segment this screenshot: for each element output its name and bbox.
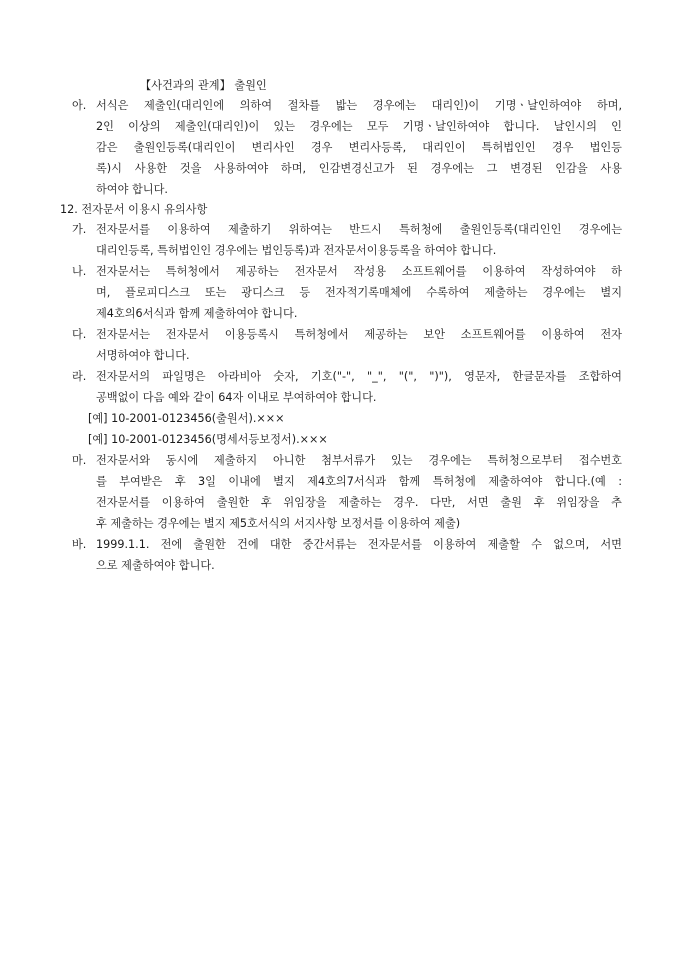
item-text-line: 제4호의6서식과 함께 제출하여야 합니다. [96, 307, 298, 320]
item-text-line: 으로 제출하여야 합니다. [96, 559, 215, 572]
section-heading: 12. 전자문서 이용시 유의사항 [60, 203, 208, 216]
item-marker: 가. [72, 223, 87, 236]
item-marker: 나. [72, 265, 87, 278]
item-text-line: 전자문서를 이용하여 제출하기 위하여는 반드시 특허청에 출원인등록(대리인인 경우에는 [96, 223, 622, 236]
item-text-line: 를 부여받은 후 3일 이내에 별지 제4호의7서식과 함께 특허청에 제출하여야 합니다.(예 : [96, 475, 622, 488]
item-text-line: 1999.1.1. 전에 출원한 건에 대한 중간서류는 전자문서를 이용하여 제출할 수 없으며, 서면 [96, 538, 622, 551]
item-text-line: 2인 이상의 제출인(대리인)이 있는 경우에는 모두 기명ㆍ날인하여야 합니다. 날인시의 인 [96, 120, 622, 133]
item-text-line: 록)시 사용한 것을 사용하여야 하며, 인감변경신고가 된 경우에는 그 변경된 인감을 사용 [96, 162, 622, 175]
item-text-line: 전자문서와 동시에 제출하지 아니한 첨부서류가 있는 경우에는 특허청으로부터 접수번호 [96, 454, 622, 467]
item-text-line: 전자문서를 이용하여 출원한 후 위임장을 제출하는 경우. 다만, 서면 출원 후 위임장을 추 [96, 496, 622, 509]
item-text-line: 서명하여야 합니다. [96, 349, 190, 362]
item-text-line: 전자문서의 파일명은 아라비아 숫자, 기호("-", "_", "(", ")"), 영문자, 한글문자를 조합하여 [96, 370, 622, 383]
filename-example: [예] 10-2001-0123456(명세서등보정서).××× [88, 433, 328, 446]
item-text-line: 전자문서는 전자문서 이용등록시 특허청에서 제공하는 보안 소프트웨어를 이용하여 전자 [96, 328, 622, 341]
relation-label: 【사건과의 관계】 출원인 [140, 79, 267, 92]
item-text-line: 며, 플로피디스크 또는 광디스크 등 전자적기록매체에 수록하여 제출하는 경우에는 별지 [96, 286, 622, 299]
item-marker: 아. [72, 99, 87, 112]
filename-example: [예] 10-2001-0123456(출원서).××× [88, 412, 285, 425]
item-text-line: 공백없이 다음 예와 같이 64자 이내로 부여하여야 합니다. [96, 391, 377, 404]
item-text-line: 감은 출원인등록(대리인이 변리사인 경우 변리사등록, 대리인이 특허법인인 경우 법인등 [96, 141, 622, 154]
item-marker: 라. [72, 370, 87, 383]
item-text-line: 서식은 제출인(대리인에 의하여 절차를 밟는 경우에는 대리인)이 기명ㆍ날인하여야 하며, [96, 99, 622, 112]
item-marker: 바. [72, 538, 87, 551]
item-text-line: 대리인등록, 특허법인인 경우에는 법인등록)과 전자문서이용등록을 하여야 합니다. [96, 244, 497, 257]
item-text-line: 하여야 합니다. [96, 183, 168, 196]
item-marker: 다. [72, 328, 87, 341]
item-text-line: 전자문서는 특허청에서 제공하는 전자문서 작성용 소프트웨어를 이용하여 작성하여야 하 [96, 265, 622, 278]
item-text-line: 후 제출하는 경우에는 별지 제5호서식의 서지사항 보정서를 이용하여 제출) [96, 517, 461, 530]
item-marker: 마. [72, 454, 87, 467]
